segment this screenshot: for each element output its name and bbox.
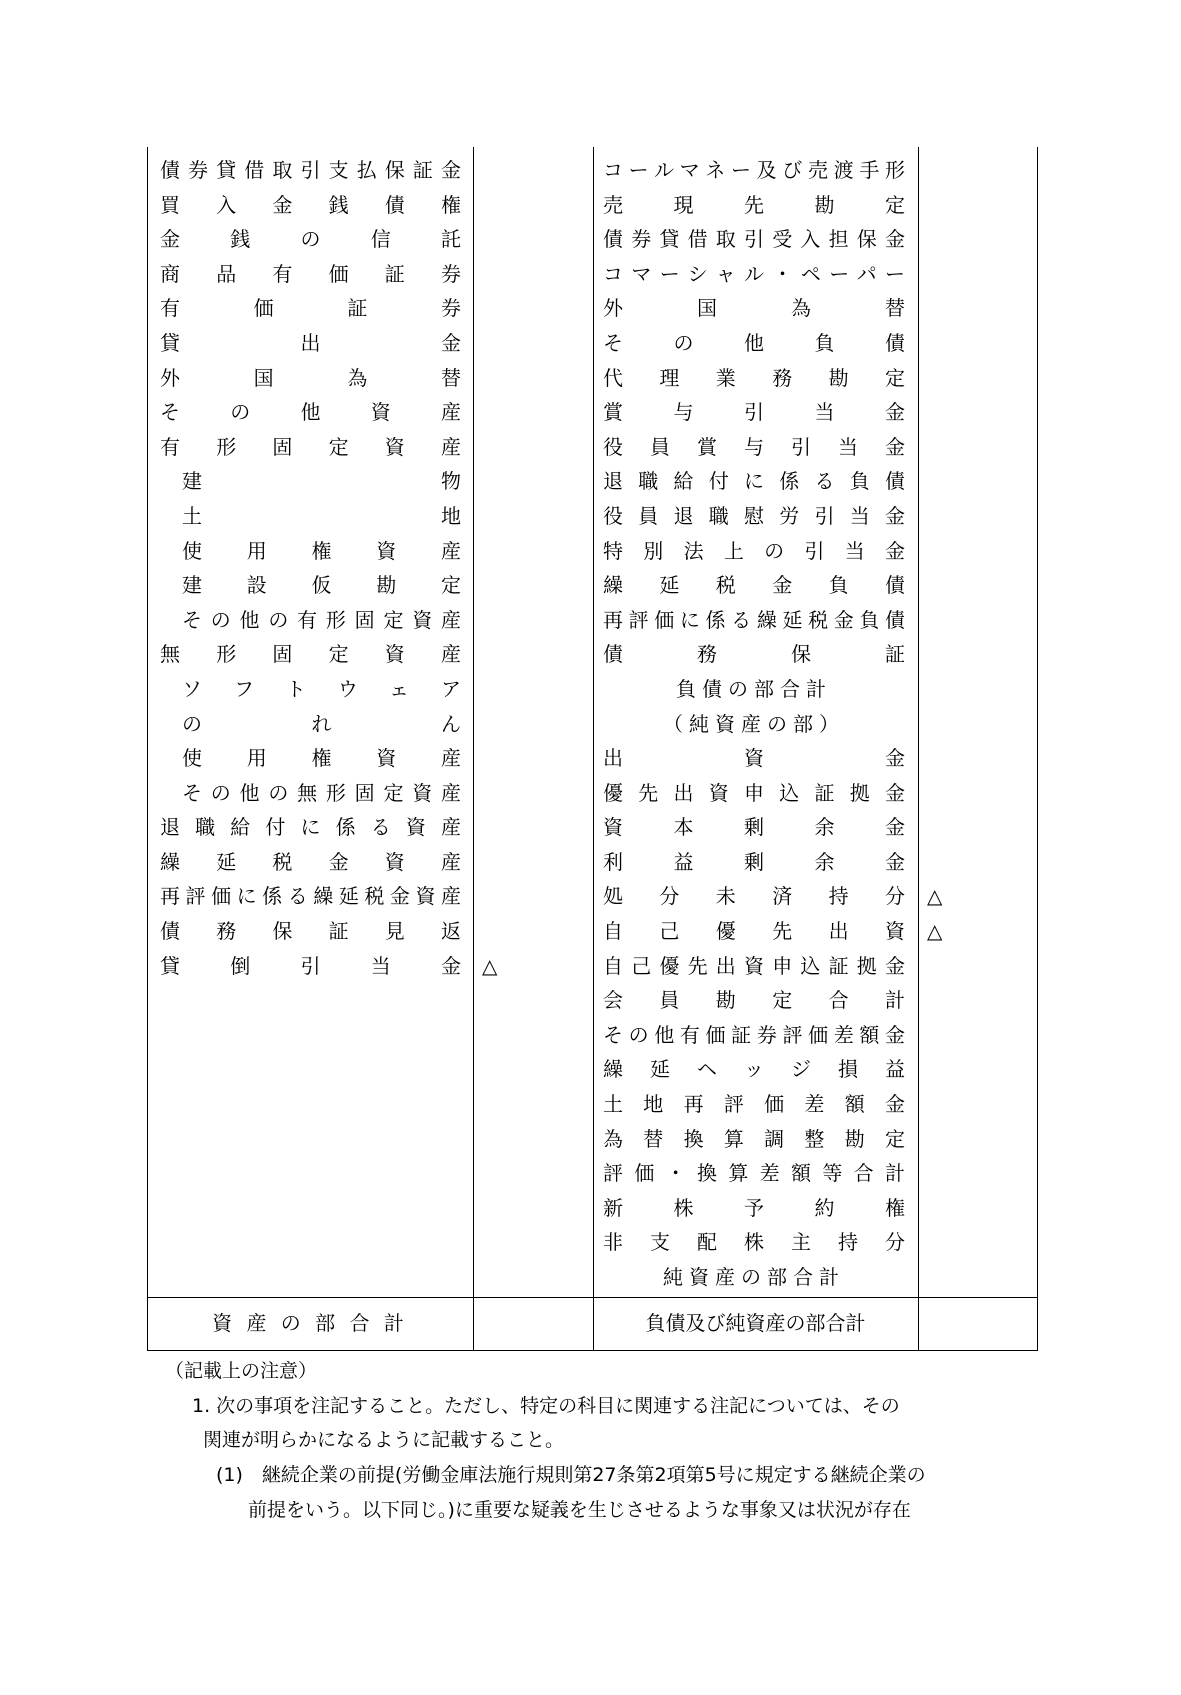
account-item: 評価・換算差額等合計 — [603, 1161, 905, 1186]
value-cell — [482, 499, 512, 534]
value-cell — [482, 430, 512, 465]
value-cell — [927, 257, 957, 292]
account-item: 債券貸借取引支払保証金 — [160, 158, 461, 182]
value-cell — [927, 672, 957, 707]
liabilities-net-assets-total-label: 負債及び純資産の部合計 — [645, 1311, 866, 1335]
account-item: （純資産の部） — [663, 711, 845, 736]
account-item: 外国為替 — [160, 365, 461, 390]
value-cell — [482, 153, 512, 188]
account-item: その他の有形固定資産 — [182, 607, 461, 632]
account-item: 買入金銭債権 — [160, 192, 461, 217]
account-item: 会員勘定合計 — [603, 988, 905, 1013]
account-item: 繰延税金資産 — [160, 849, 461, 874]
account-item: 土地 — [182, 503, 461, 528]
account-item: 貸倒引当金 — [160, 953, 461, 978]
account-item: 再評価に係る繰延税金資産 — [160, 884, 461, 909]
value-cell — [927, 326, 957, 361]
account-item: 出資金 — [603, 746, 905, 771]
value-cell — [482, 534, 512, 569]
value-cell — [927, 1191, 957, 1226]
account-item: その他資産 — [160, 400, 461, 425]
value-cell — [927, 291, 957, 326]
note-item-1-cont: 関連が明らかになるように記載すること。 — [203, 1429, 565, 1451]
value-cell — [927, 153, 957, 188]
account-item: 退職給付に係る資産 — [160, 815, 461, 840]
assets-total-label: 資 産 の 部 合 計 — [212, 1311, 408, 1335]
value-cell — [927, 845, 957, 880]
value-cell — [482, 637, 512, 672]
account-item: 純資産の部合計 — [663, 1265, 845, 1289]
account-item: 為替換算調整勘定 — [603, 1126, 905, 1151]
value-cell — [482, 879, 512, 914]
account-item: 再評価に係る繰延税金負債 — [603, 607, 905, 632]
account-item: 新株予約権 — [603, 1195, 905, 1220]
value-cell — [482, 603, 512, 638]
account-item: 利益剰余金 — [603, 849, 905, 874]
value-cell — [482, 361, 512, 396]
account-item: 建設仮勘定 — [182, 573, 461, 598]
value-cell — [482, 568, 512, 603]
account-item: 債務保証 — [603, 642, 905, 667]
liabilities-labels — [603, 153, 905, 1295]
value-cell — [927, 741, 957, 776]
table-divider — [918, 147, 919, 1351]
value-cell — [927, 603, 957, 638]
value-cell — [482, 914, 512, 949]
value-cell — [927, 430, 957, 465]
value-cell — [927, 499, 957, 534]
assets-values — [482, 153, 512, 983]
value-cell — [927, 707, 957, 742]
table-divider — [593, 147, 594, 1351]
account-item: 非支配株主持分 — [603, 1230, 905, 1255]
account-item: 土地再評価差額金 — [603, 1092, 905, 1117]
account-item: 外国為替 — [603, 296, 905, 321]
account-item: 役員賞与引当金 — [603, 434, 905, 459]
account-item: 売現先勘定 — [603, 192, 905, 217]
value-cell — [927, 464, 957, 499]
note-item-1: 1. 次の事項を注記すること。ただし、特定の科目に関連する注記については、その — [192, 1395, 900, 1417]
account-item: のれん — [182, 711, 461, 736]
value-cell — [482, 741, 512, 776]
value-cell — [927, 222, 957, 257]
assets-labels — [160, 153, 461, 983]
value-cell — [927, 395, 957, 430]
value-cell — [927, 1018, 957, 1053]
account-item: 商品有価証券 — [160, 261, 461, 286]
value-cell — [927, 810, 957, 845]
account-item: 債券貸借取引受入担保金 — [603, 227, 905, 252]
account-item: 債務保証見返 — [160, 919, 461, 944]
account-item: 特別法上の引当金 — [603, 538, 905, 563]
account-item: 使用権資産 — [182, 538, 461, 563]
account-item: コマーシャル・ペーパー — [603, 261, 905, 286]
value-cell — [927, 188, 957, 223]
account-item: 繰延ヘッジ損益 — [603, 1057, 905, 1082]
value-cell — [927, 1052, 957, 1087]
account-item: ソフトウェア — [182, 676, 461, 701]
account-item: 繰延税金負債 — [603, 573, 905, 598]
account-item: その他負債 — [603, 330, 905, 355]
table-border-left — [147, 147, 148, 1351]
notes-heading: （記載上の注意） — [165, 1360, 318, 1382]
account-item: 貸出金 — [160, 330, 461, 355]
account-item: 使用権資産 — [182, 746, 461, 771]
table-border-bottom — [147, 1350, 1038, 1351]
value-cell — [927, 637, 957, 672]
account-item: 自己優先出資申込証拠金 — [603, 953, 905, 978]
account-item: 優先出資申込証拠金 — [603, 780, 905, 805]
note-sub-1: (1) 継続企業の前提(労働金庫法施行規則第27条第2項第5号に規定する継続企業の — [216, 1464, 926, 1486]
account-item: 代理業務勘定 — [603, 365, 905, 390]
value-cell — [927, 1260, 957, 1295]
value-cell — [927, 1156, 957, 1191]
value-cell — [482, 464, 512, 499]
value-cell — [482, 291, 512, 326]
account-item: 処分未済持分 — [603, 884, 905, 909]
value-cell — [482, 326, 512, 361]
account-item: 自己優先出資 — [603, 919, 905, 944]
table-divider — [473, 147, 474, 1351]
value-cell — [927, 1122, 957, 1157]
value-cell — [482, 707, 512, 742]
value-cell — [927, 361, 957, 396]
account-item: 資本剰余金 — [603, 815, 905, 840]
value-cell — [927, 568, 957, 603]
value-cell — [482, 222, 512, 257]
value-cell: △ — [927, 919, 943, 944]
account-item: 役員退職慰労引当金 — [603, 503, 905, 528]
account-item: 賞与引当金 — [603, 400, 905, 425]
account-item: 負債の部合計 — [676, 676, 832, 701]
value-cell — [482, 672, 512, 707]
account-item: 有形固定資産 — [160, 434, 461, 459]
account-item: 無形固定資産 — [160, 642, 461, 667]
account-item: コールマネー及び売渡手形 — [603, 158, 905, 182]
table-border-right — [1037, 147, 1038, 1351]
value-cell — [482, 395, 512, 430]
account-item: 建物 — [182, 469, 461, 494]
value-cell — [482, 810, 512, 845]
account-item: その他有価証券評価差額金 — [603, 1022, 905, 1047]
account-item: その他の無形固定資産 — [182, 780, 461, 805]
account-item: 金銭の信託 — [160, 227, 461, 252]
account-item: 有価証券 — [160, 296, 461, 321]
value-cell: △ — [927, 884, 943, 909]
value-cell — [927, 1087, 957, 1122]
value-cell — [927, 949, 957, 984]
value-cell — [482, 776, 512, 811]
value-cell: △ — [482, 953, 498, 978]
value-cell — [482, 257, 512, 292]
value-cell — [482, 188, 512, 223]
value-cell — [927, 1225, 957, 1260]
value-cell — [927, 776, 957, 811]
value-cell — [482, 845, 512, 880]
value-cell — [927, 983, 957, 1018]
liabilities-values — [927, 153, 957, 1295]
account-item: 退職給付に係る負債 — [603, 469, 905, 494]
note-sub-1-cont: 前提をいう。以下同じ。)に重要な疑義を生じさせるような事象又は状況が存在 — [248, 1499, 911, 1521]
value-cell — [927, 534, 957, 569]
